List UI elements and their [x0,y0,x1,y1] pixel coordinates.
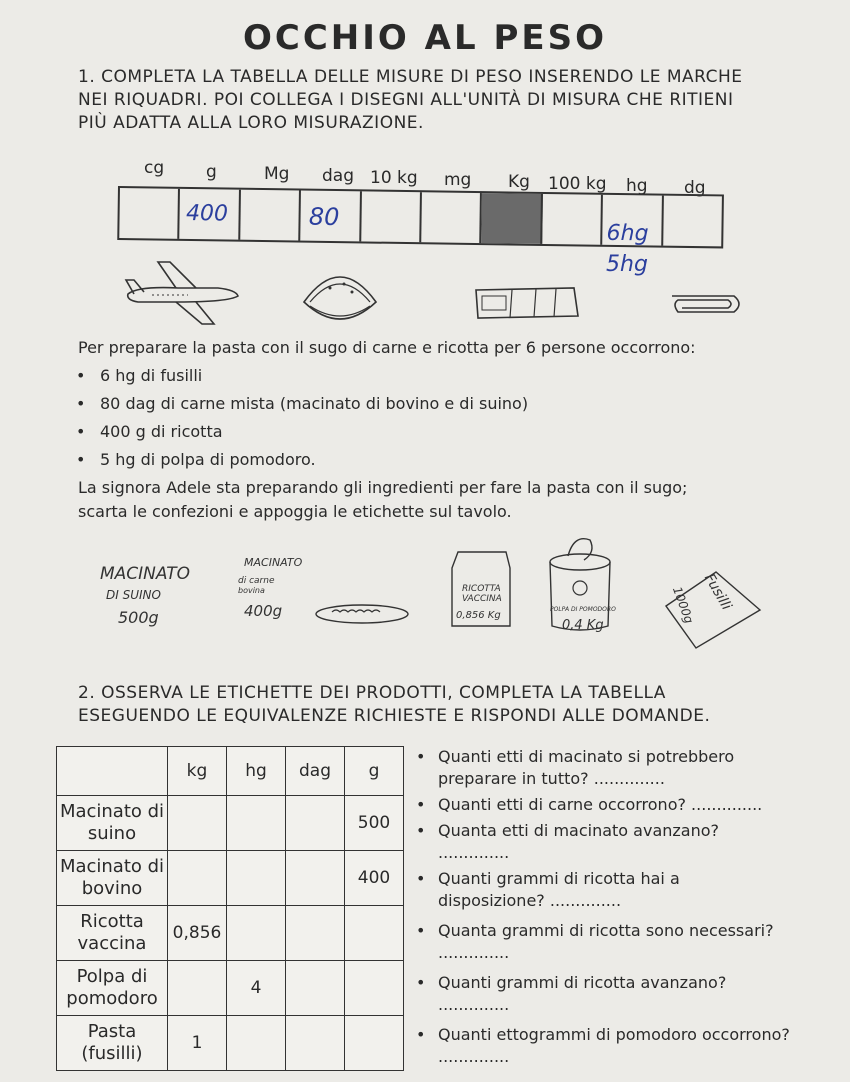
row-label: Macinato di bovino [57,851,168,906]
exercise1-line1: 1. COMPLETA LA TABELLA DELLE MISURE DI PESO INSERENDO LE MARCHE [78,67,743,87]
question-text: • Quanti grammi di ricotta hai a disposizione? .............. [438,869,680,910]
exercise2-line1: 2. OSSERVA LE ETICHETTE DEI PRODOTTI, COMPLETA LA TABELLA [78,683,666,703]
paperclip-icon [668,290,748,318]
table-cell[interactable] [227,796,286,851]
header-cell [57,747,168,796]
table-cell[interactable]: 500 [345,796,404,851]
beef-label-title: MACINATO [244,556,303,569]
pork-label [92,564,222,634]
header-cell: kg [168,747,227,796]
tomato-label [544,534,618,634]
minced-meat-icon [312,596,412,626]
table-cell[interactable] [286,1016,345,1071]
measure-cell[interactable] [300,191,361,242]
table-cell[interactable]: 0,856 [168,906,227,961]
recipe-item [78,450,316,469]
measure-cell[interactable] [180,189,241,240]
ricotta-label-weight: 0,856 Kg [456,610,501,621]
table-cell[interactable] [227,1016,286,1071]
unit-label: g [206,162,217,182]
table-cell[interactable] [227,851,286,906]
table-cell[interactable] [286,961,345,1016]
row-label: Ricotta vaccina [57,906,168,961]
exercise2-line2: ESEGUENDO LE EQUIVALENZE RICHIESTE E RISPONDI ALLE DOMANDE. [78,706,711,726]
measure-cell[interactable] [119,188,180,239]
recipe-item [78,366,202,385]
handwritten-value: 5hg [606,252,648,277]
measure-cell[interactable] [542,194,603,245]
row-label: Polpa di pomodoro [57,961,168,1016]
pork-label-subtitle: DI SUINO [106,588,161,602]
table-cell[interactable] [168,851,227,906]
unit-label: dag [322,166,354,186]
recipe-item-text: 5 hg di polpa di pomodoro. [100,450,316,469]
table-cell[interactable] [345,1016,404,1071]
table-row [57,851,404,906]
beef-label-weight: 400g [244,602,283,620]
question-item [420,820,790,864]
fusilli-label [656,566,766,652]
unit-label: 100 kg [548,174,607,194]
question-text: • Quanta etti di macinato avanzano? .............. [438,821,720,862]
measure-cell-shaded [482,193,543,244]
header-cell: hg [227,747,286,796]
fusilli-label-name: Fusilli [700,571,735,613]
table-cell[interactable] [168,796,227,851]
recipe-item-text: 80 dag di carne mista (macinato di bovino e di suino) [100,394,529,413]
equivalence-table [56,746,404,1071]
question-text: • Quanti etti di macinato si potrebbero preparare in tutto? .............. [438,747,735,788]
question-item [420,794,790,816]
question-text: • Quanti etti di carne occorrono? .............. [438,795,763,814]
recipe-item [78,422,223,441]
candy-bar-icon [470,282,582,322]
measure-cell[interactable] [602,195,663,246]
unit-label: dg [684,178,706,198]
table-cell[interactable] [286,851,345,906]
table-row [57,961,404,1016]
airplane-icon [118,258,248,328]
pork-label-title: MACINATO [100,564,191,584]
beef-label [224,556,324,628]
question-item [420,746,790,790]
header-cell: g [345,747,404,796]
handwritten-value: 80 [308,202,340,232]
pork-label-weight: 500g [118,608,159,627]
table-cell[interactable]: 4 [227,961,286,1016]
header-cell: dag [286,747,345,796]
ricotta-label [448,548,514,630]
row-label: Macinato di suino [57,796,168,851]
measure-cell[interactable] [240,190,301,241]
unit-label: cg [144,158,165,178]
recipe-item [78,394,528,413]
unit-label: Kg [508,172,530,192]
question-item [420,972,790,1016]
ricotta-label-subtitle: VACCINA [462,594,502,604]
table-cell[interactable]: 400 [345,851,404,906]
table-cell[interactable] [227,906,286,961]
story-line1: La signora Adele sta preparando gli ingredienti per fare la pasta con il sugo; [78,478,688,497]
recipe-item-text: 400 g di ricotta [100,422,223,441]
measure-cell[interactable] [663,196,722,247]
recipe-item-text: 6 hg di fusilli [100,366,203,385]
table-header-row [57,747,404,796]
ricotta-label-title: RICOTTA [462,584,501,594]
page-title: OCCHIO AL PESO [242,18,607,58]
exercise1-line3: PIÙ ADATTA ALLA LORO MISURAZIONE. [78,113,424,133]
table-cell[interactable] [345,961,404,1016]
table-row [57,1016,404,1071]
exercise1-line2: NEI RIQUADRI. POI COLLEGA I DISEGNI ALL'UNITÀ DI MISURA CHE RITIENI [78,90,734,110]
watermelon-icon [300,262,380,332]
unit-label: hg [626,176,648,196]
table-cell[interactable]: 1 [168,1016,227,1071]
table-cell[interactable] [168,961,227,1016]
beef-label-subtitle: di carne [238,576,275,586]
measurement-table [117,186,724,248]
story-line2: scarta le confezioni e appoggia le etichette sul tavolo. [78,502,512,521]
unit-label: Mg [264,164,290,184]
tomato-label-weight: 0,4 Kg [562,618,604,633]
measure-cell[interactable] [361,191,422,242]
measure-cell[interactable] [421,192,482,243]
table-row [57,906,404,961]
row-label: Pasta (fusilli) [57,1016,168,1071]
question-item [420,920,790,964]
unit-label: mg [444,170,472,190]
question-text: • Quanti grammi di ricotta avanzano? .............. [438,973,727,1014]
fusilli-label-weight: 1000g [669,584,697,626]
handwritten-value: 6hg [606,220,649,247]
unit-label: 10 kg [370,168,418,188]
question-item [420,868,790,912]
handwritten-value: 400 [185,200,229,227]
question-text: • Quanti ettogrammi di pomodoro occorrono? .............. [438,1025,790,1066]
tomato-label-title: POLPA DI POMODORO [550,606,616,613]
question-text: • Quanta grammi di ricotta sono necessari? .............. [438,921,774,962]
table-cell[interactable] [286,906,345,961]
beef-label-subtitle2: bovina [238,586,265,595]
table-cell[interactable] [345,906,404,961]
table-row [57,796,404,851]
question-item [420,1024,790,1068]
recipe-intro: Per preparare la pasta con il sugo di carne e ricotta per 6 persone occorrono: [78,338,696,357]
table-cell[interactable] [286,796,345,851]
